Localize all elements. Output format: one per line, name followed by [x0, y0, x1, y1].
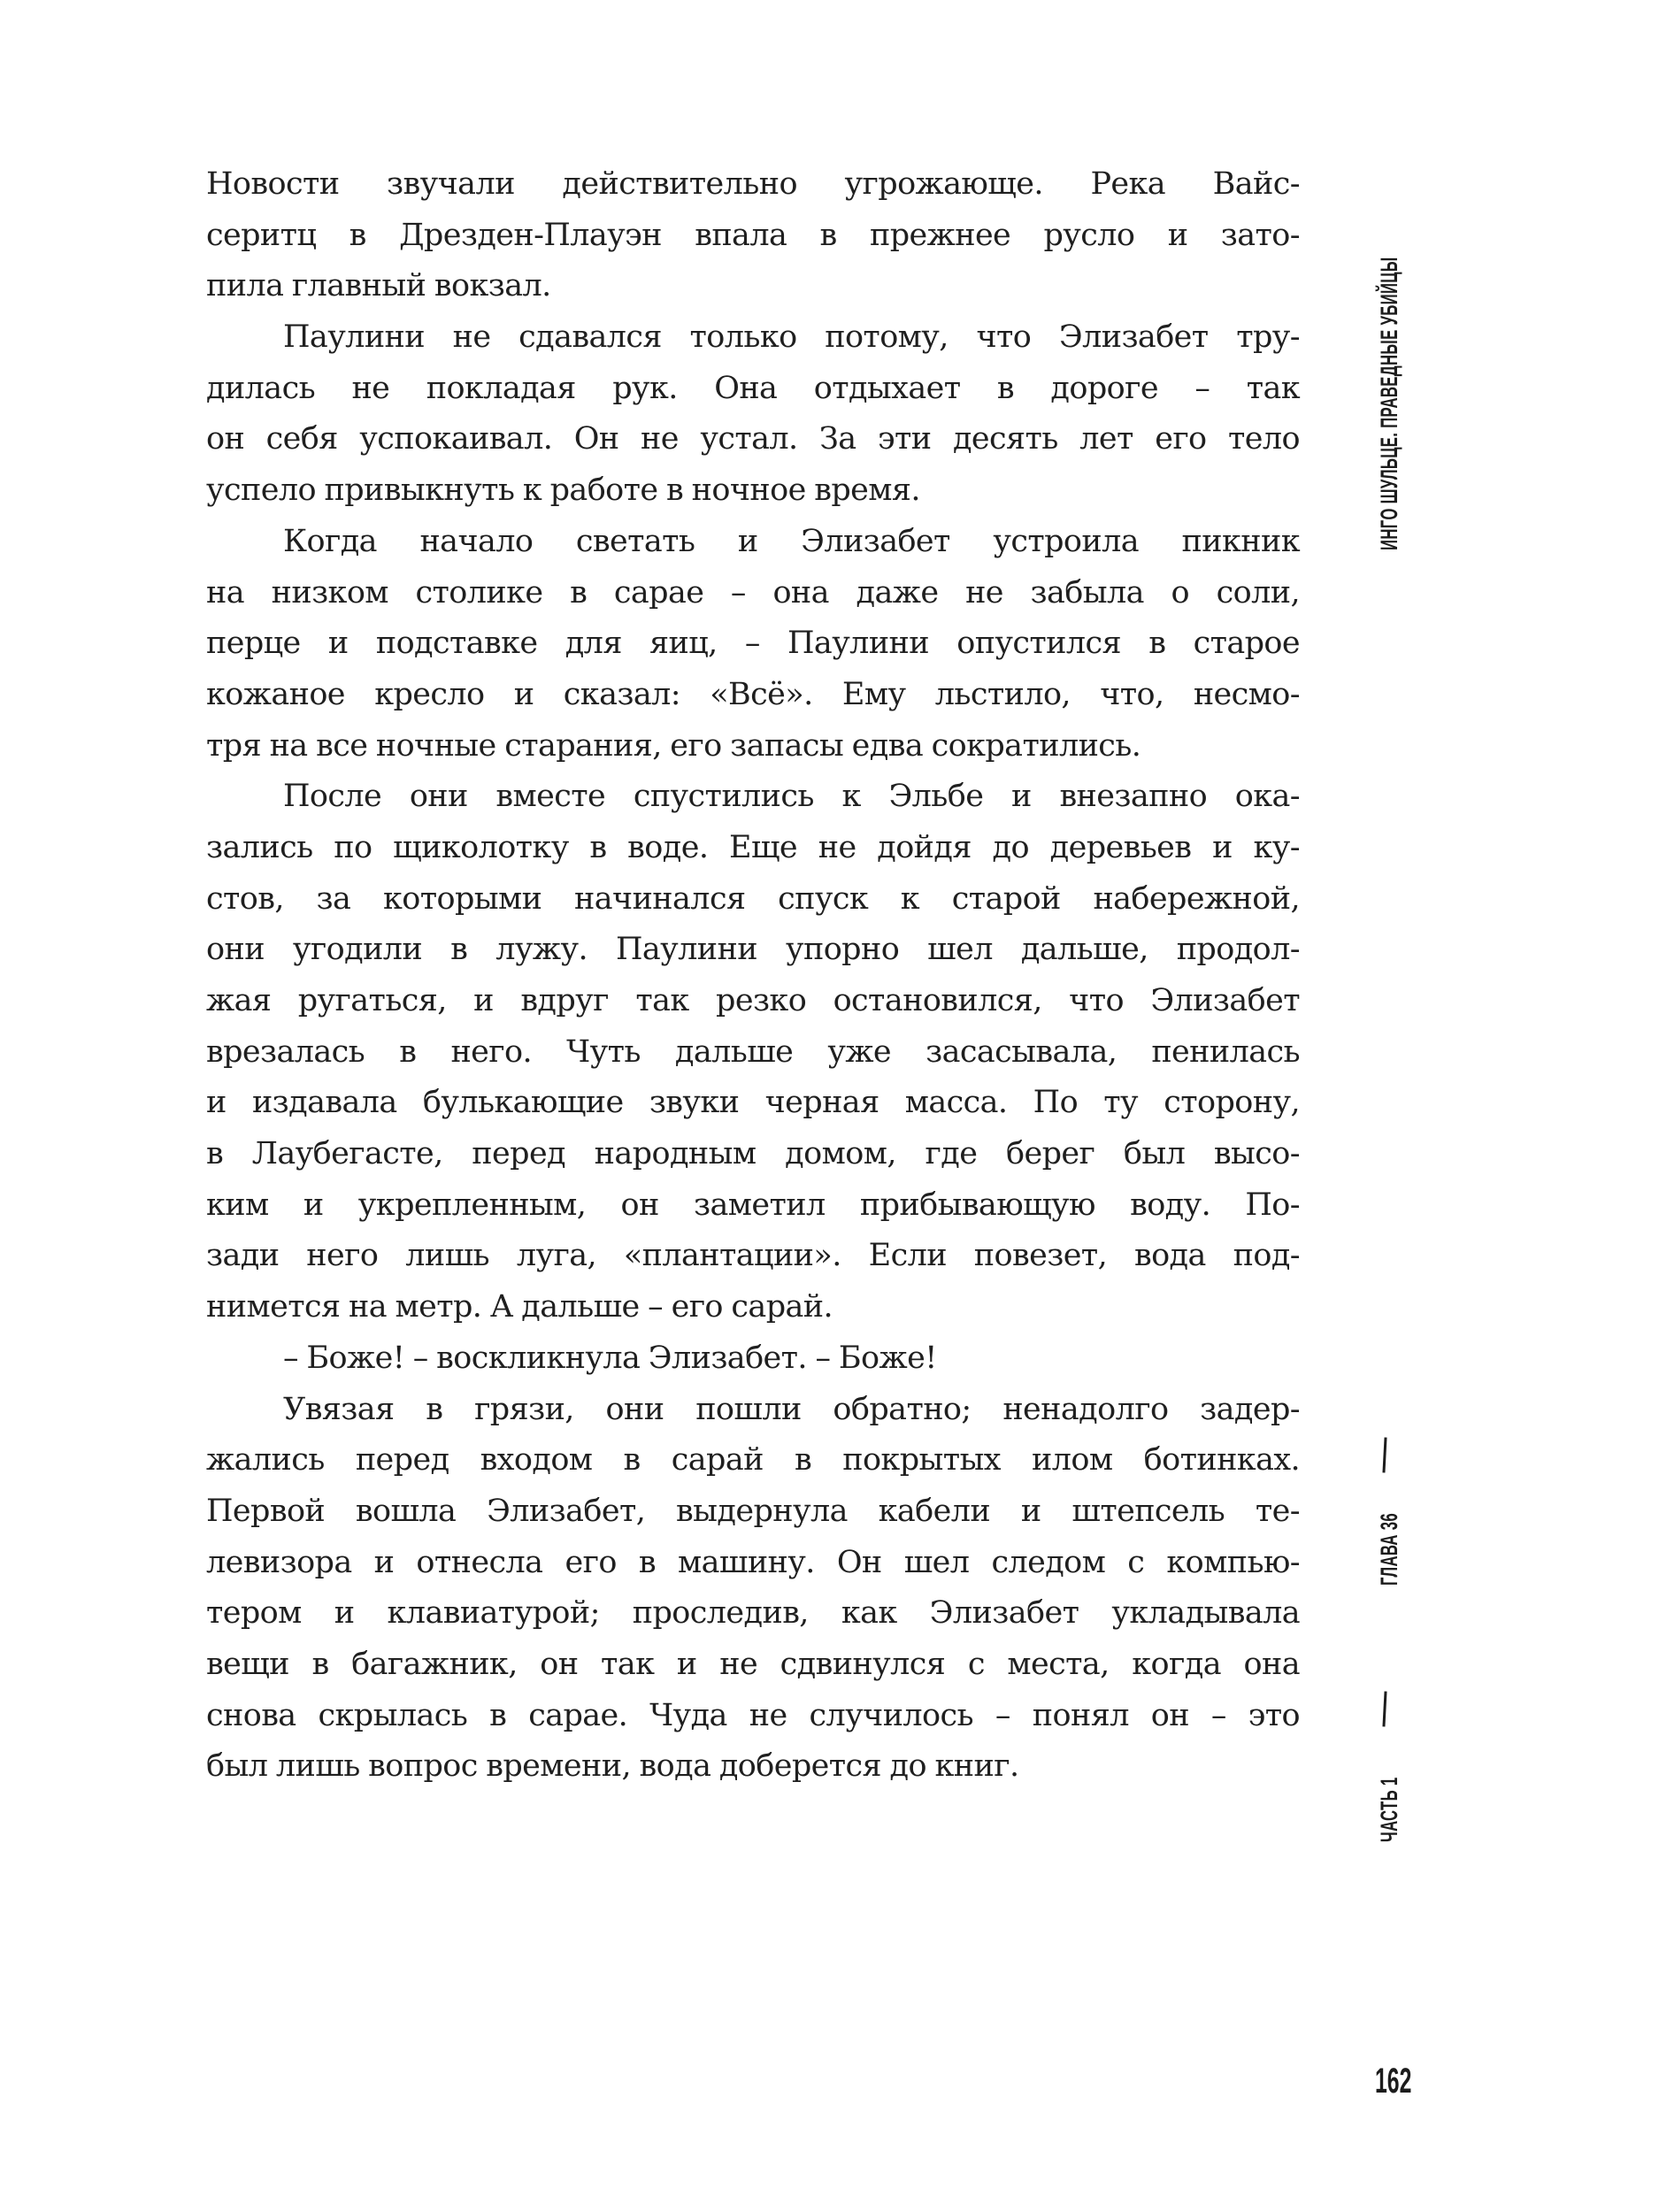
text-line: снова скрылась в сарае. Чуда не случилось – понял он – это: [206, 1697, 1300, 1733]
text-line: зались по щиколотку в воде. Еще не дойдя до деревьев и ку-: [206, 829, 1300, 865]
text-line: жая ругаться, и вдруг так резко остановился, что Элизабет: [206, 983, 1300, 1018]
text-line: – Боже! – воскликнула Элизабет. – Боже!: [283, 1340, 937, 1376]
running-header-part: [1376, 1737, 1403, 1842]
text-line: серитц в Дрезден-Плауэн впала в прежнее русло и зато-: [206, 217, 1300, 253]
text-line: пила главный вокзал.: [206, 268, 551, 304]
text-line: зади него лишь луга, «плантации». Если повезет, вода под-: [206, 1238, 1300, 1274]
text-line: тря на все ночные старания, его запасы едва сократились.: [206, 727, 1141, 764]
text-line: перце и подставке для яиц, – Паулини опустился в старое: [206, 626, 1300, 662]
text-line: в Лаубегасте, перед народным домом, где берег был высо-: [206, 1136, 1300, 1172]
text-line: Новости звучали действительно угрожающе. Река Вайс-: [206, 166, 1300, 202]
text-line: Паулини не сдавался только потому, что Элизабет тру-: [283, 319, 1300, 356]
text-line: ким и укрепленным, он заметил прибывающую воду. По-: [206, 1187, 1300, 1223]
separator-slash: [1382, 1691, 1386, 1726]
book-title-text: ИНГО ШУЛЬЦЕ. ПРАВЕДНЫЕ УБИЙЦЫ: [1376, 257, 1402, 550]
text-line: вещи в багажник, он так и не сдвинулся с места, когда она: [206, 1646, 1300, 1682]
text-line: нимется на метр. А дальше – его сарай.: [206, 1289, 833, 1325]
text-line: они угодили в лужу. Паулини упорно шел дальше, продол-: [206, 932, 1300, 968]
text-line: врезалась в него. Чуть дальше уже засасывала, пенилась: [206, 1033, 1300, 1070]
text-line: жались перед входом в сарай в покрытых илом ботинках.: [206, 1442, 1300, 1479]
separator-slash: [1382, 1437, 1386, 1472]
text-line: левизора и отнесла его в машину. Он шел следом с компью-: [206, 1544, 1300, 1580]
text-line: Когда начало светать и Элизабет устроила пикник: [283, 523, 1300, 559]
chapter-text: ГЛАВА 36: [1376, 1512, 1402, 1586]
text-line: успело привыкнуть к работе в ночное время.: [206, 472, 920, 509]
running-header-chapter: [1376, 1469, 1403, 1586]
text-line: на низком столике в сарае – она даже не забыла о соли,: [206, 574, 1300, 611]
text-line: Увязая в грязи, они пошли обратно; ненадолго задер-: [283, 1391, 1300, 1427]
page-number: 162: [1375, 2062, 1412, 2101]
text-line: тером и клавиатурой; проследив, как Элизабет укладывала: [206, 1595, 1300, 1632]
text-line: кожаное кресло и сказал: «Всё». Ему льстило, что, несмо-: [206, 676, 1300, 712]
body-text: [206, 159, 1300, 1793]
text-line: стов, за которыми начинался спуск к старой набережной,: [206, 880, 1300, 917]
text-line: и издавала булькающие звуки черная масса. По ту сторону,: [206, 1085, 1300, 1121]
text-line: он себя успокаивал. Он не устал. За эти десять лет его тело: [206, 421, 1300, 457]
text-line: дилась не покладая рук. Она отдыхает в дороге – так: [206, 370, 1300, 406]
part-text: ЧАСТЬ 1: [1376, 1777, 1402, 1842]
text-line: был лишь вопрос времени, вода доберется до книг.: [206, 1748, 1019, 1785]
text-line: Первой вошла Элизабет, выдернула кабели и штепсель те-: [206, 1493, 1300, 1529]
running-header-book-title: [1376, 77, 1403, 550]
text-line: После они вместе спустились к Эльбе и внезапно ока-: [283, 779, 1300, 815]
